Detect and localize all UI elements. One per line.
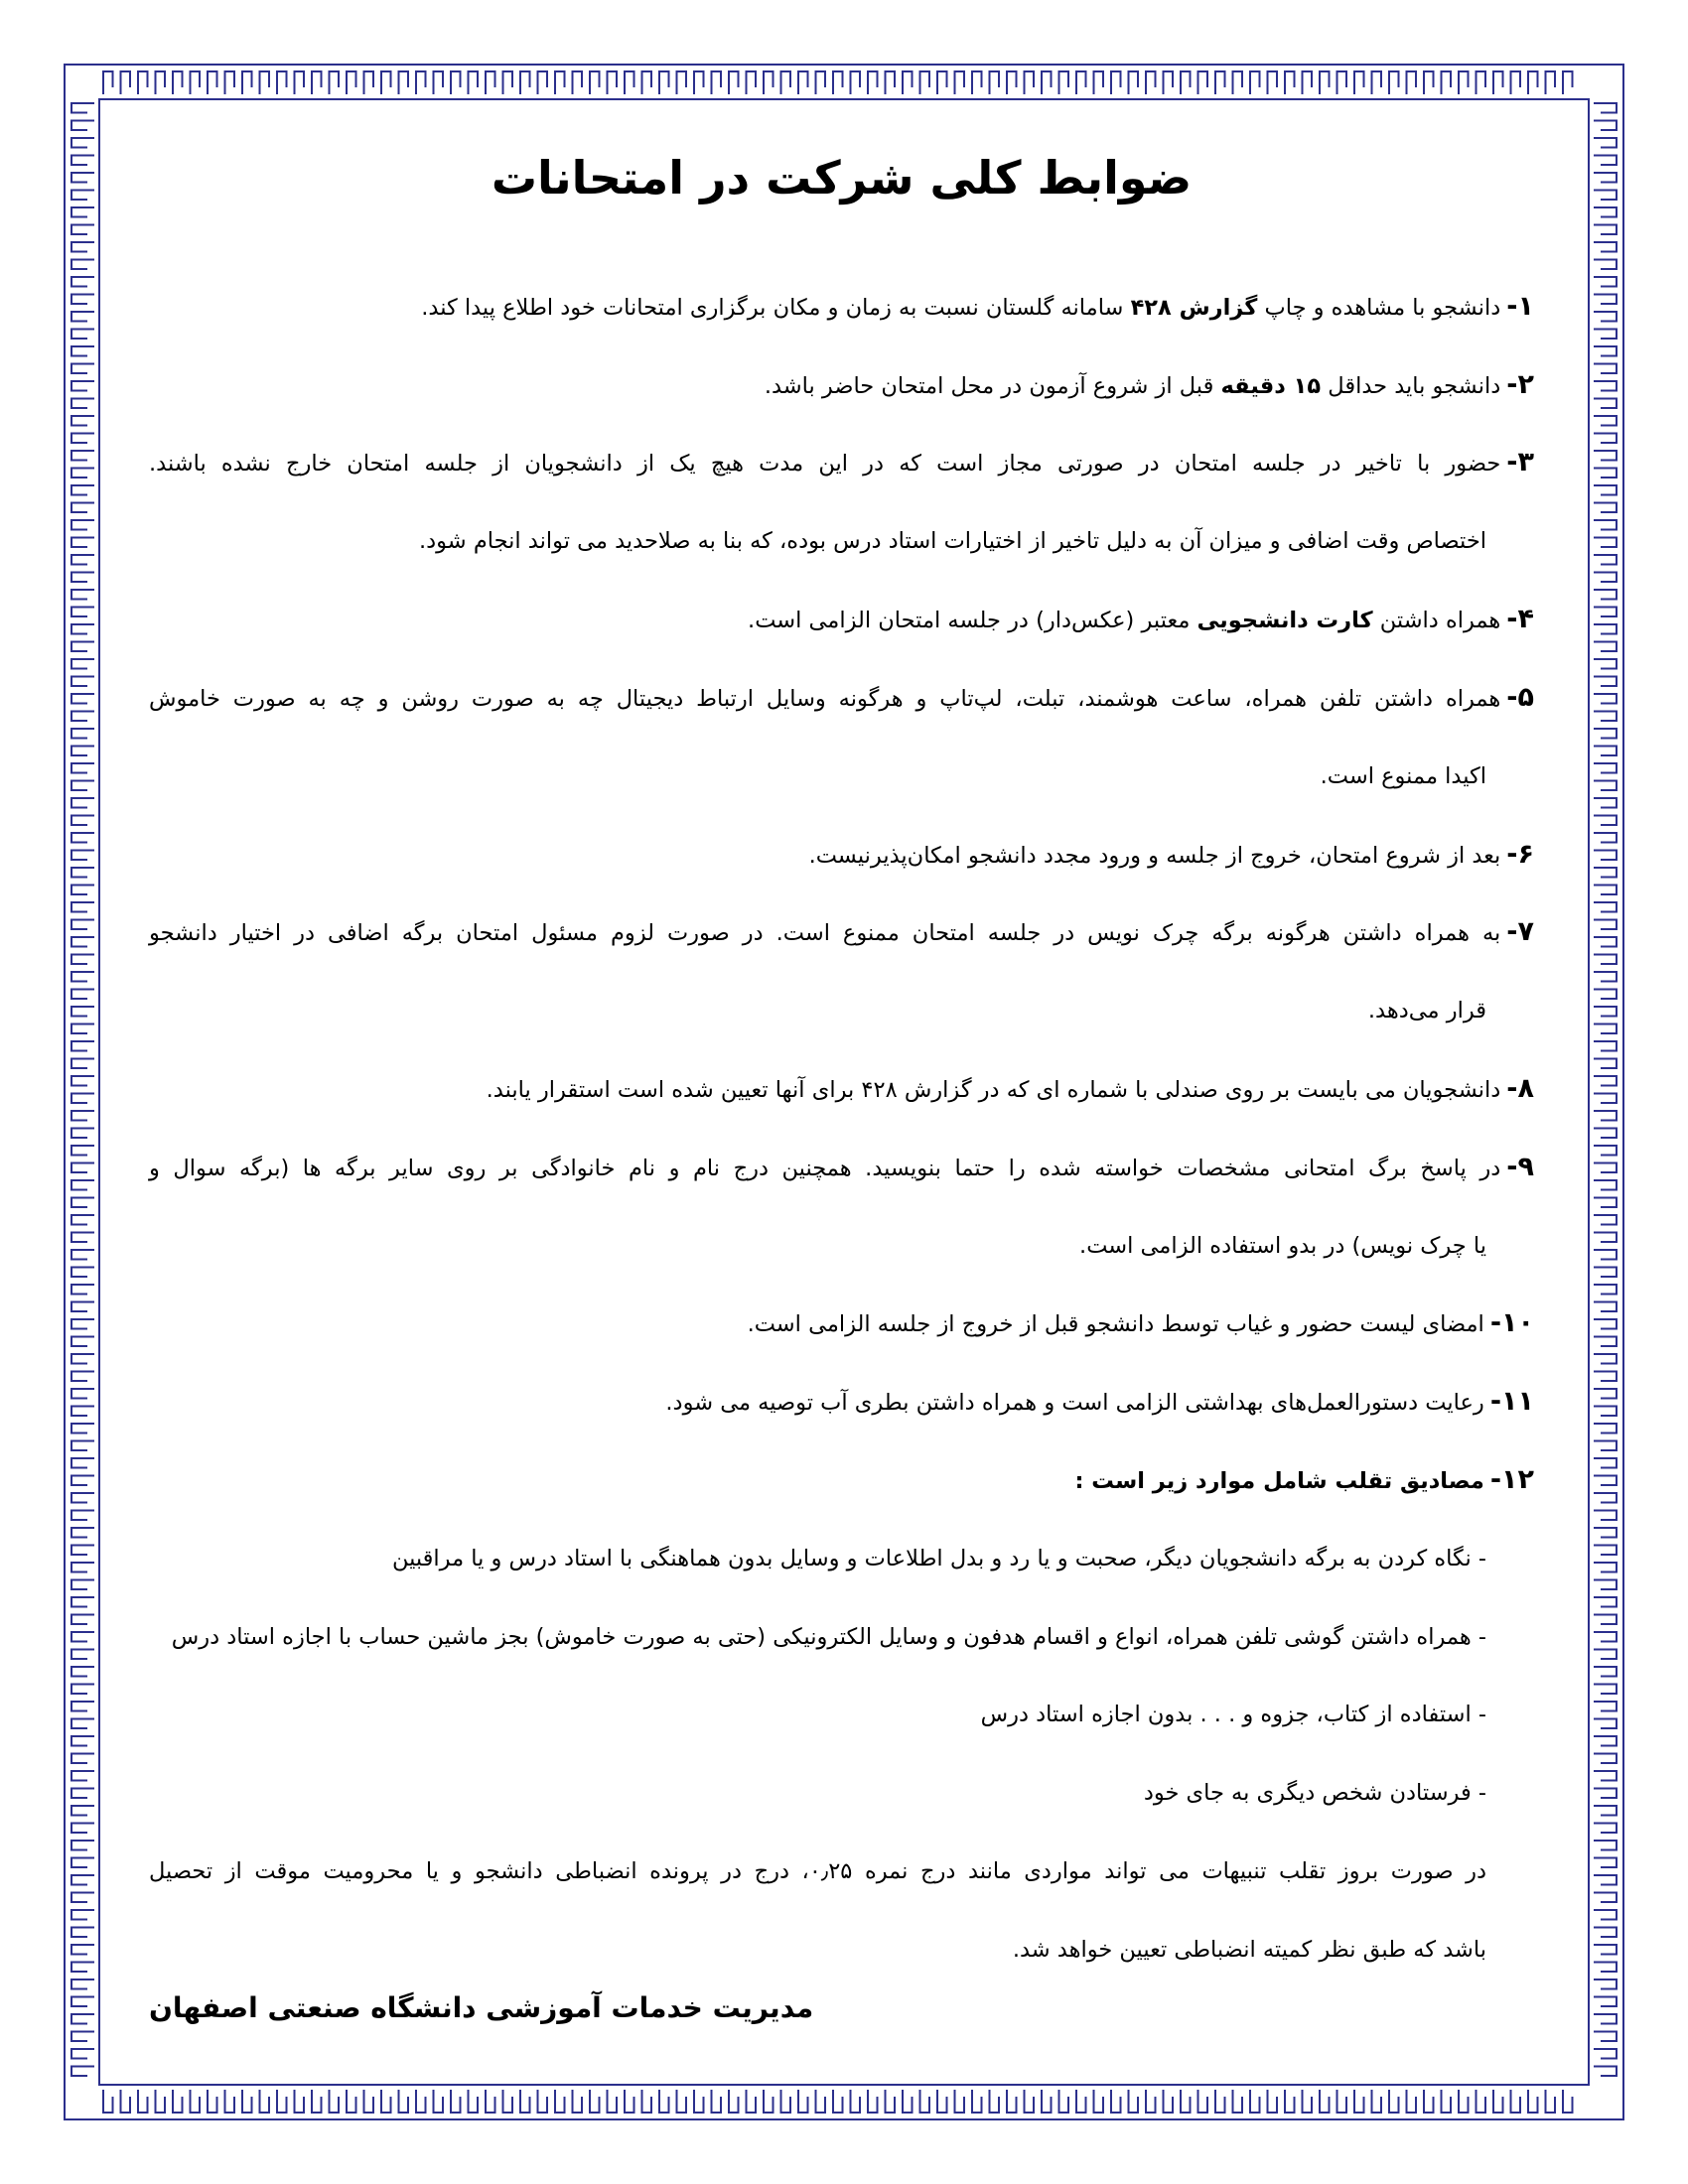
document-body [149, 0, 1534, 2184]
list-item-6: ۶-بعد از شروع امتحان، خروج از جلسه و ورود مجدد دانشجو امکان‌پذیرنیست. [808, 839, 1534, 870]
cheating-case-4: - فرستادن شخص دیگری به جای خود [1143, 1780, 1486, 1806]
list-item-2: ۲-دانشجو باید حداقل ۱۵ دقیقه قبل از شروع آزمون در محل امتحان حاضر باشد. [764, 369, 1534, 400]
list-item-9-continuation: یا چرک نویس) در بدو استفاده الزامی است. [1079, 1233, 1486, 1259]
list-item-10: ۱۰-امضای لیست حضور و غیاب توسط دانشجو قبل از خروج از جلسه الزامی است. [747, 1307, 1534, 1338]
list-item-3-continuation: اختصاص وقت اضافی و میزان آن به دلیل تاخیر از اختیارات استاد درس بوده، که بنا به صلاحدید می تواند انجام شود. [419, 528, 1486, 554]
list-item-12: ۱۲-مصادیق تقلب شامل موارد زیر است : [1074, 1464, 1534, 1495]
cheating-case-2: - همراه داشتن گوشی تلفن همراه، انواع و اقسام هدفون و وسایل الکترونیکی (حتی به صورت خاموش) بجز ماشین حساب با اجازه استاد درس [171, 1624, 1486, 1650]
penalty-text-line-2: باشد که طبق نظر کمیته انضباطی تعیین خواهد شد. [1012, 1937, 1486, 1963]
cheating-case-3: - استفاده از کتاب، جزوه و . . . بدون اجازه استاد درس [980, 1702, 1486, 1727]
list-item-1: ۱-دانشجو با مشاهده و چاپ گزارش ۴۲۸ سامانه گلستان نسبت به زمان و مکان برگزاری امتحانات خود اطلاع پیدا کند. [421, 291, 1534, 322]
list-item-3: ۳-حضور با تاخیر در جلسه امتحان در صورتی مجاز است که در این مدت هیچ یک از دانشجویان از جلسه امتحان خارج نشده باشند. [149, 447, 1534, 478]
list-item-5: ۵-همراه داشتن تلفن همراه، ساعت هوشمند، تبلت، لپ‌تاپ و هرگونه وسایل ارتباط دیجیتال چه به صورت روشن و چه به صورت خاموش [149, 682, 1534, 713]
list-item-7: ۷-به همراه داشتن هرگونه برگه چرک نویس در جلسه امتحان ممنوع است. در صورت لزوم مسئول امتحان برگه اضافی در اختیار دانشجو [149, 916, 1534, 947]
list-item-7-continuation: قرار می‌دهد. [1367, 998, 1486, 1024]
list-item-5-continuation: اکیدا ممنوع است. [1320, 763, 1486, 789]
page-title: ضوابط کلی شرکت در امتحانات [491, 151, 1193, 205]
penalty-text-line-1: در صورت بروز تقلب تنبیهات می تواند مواردی مانند درج نمره ۰٫۲۵، درج در پرونده انضباطی دانشجو و یا محرومیت موقت از تحصیل [149, 1858, 1487, 1884]
signature: مدیریت خدمات آموزشی دانشگاه صنعتی اصفهان [149, 1991, 814, 2024]
list-item-4: ۴-همراه داشتن کارت دانشجویی معتبر (عکس‌دار) در جلسه امتحان الزامی است. [748, 604, 1534, 634]
cheating-case-1: - نگاه کردن به برگه دانشجویان دیگر، صحبت و یا رد و بدل اطلاعات و وسایل بدون هماهنگی با استاد درس و یا مراقبین [391, 1546, 1486, 1571]
list-item-8: ۸-دانشجویان می بایست بر روی صندلی با شماره ای که در گزارش ۴۲۸ برای آنها تعیین شده است استقرار یابند. [486, 1073, 1534, 1104]
list-item-11: ۱۱-رعایت دستورالعمل‌های بهداشتی الزامی است و همراه داشتن بطری آب توصیه می شود. [665, 1386, 1534, 1417]
list-item-9: ۹-در پاسخ برگ امتحانی مشخصات خواسته شده را حتما بنویسید. همچنین درج نام و نام خانوادگی بر روی سایر برگه ها (برگه سوال و [149, 1152, 1534, 1182]
